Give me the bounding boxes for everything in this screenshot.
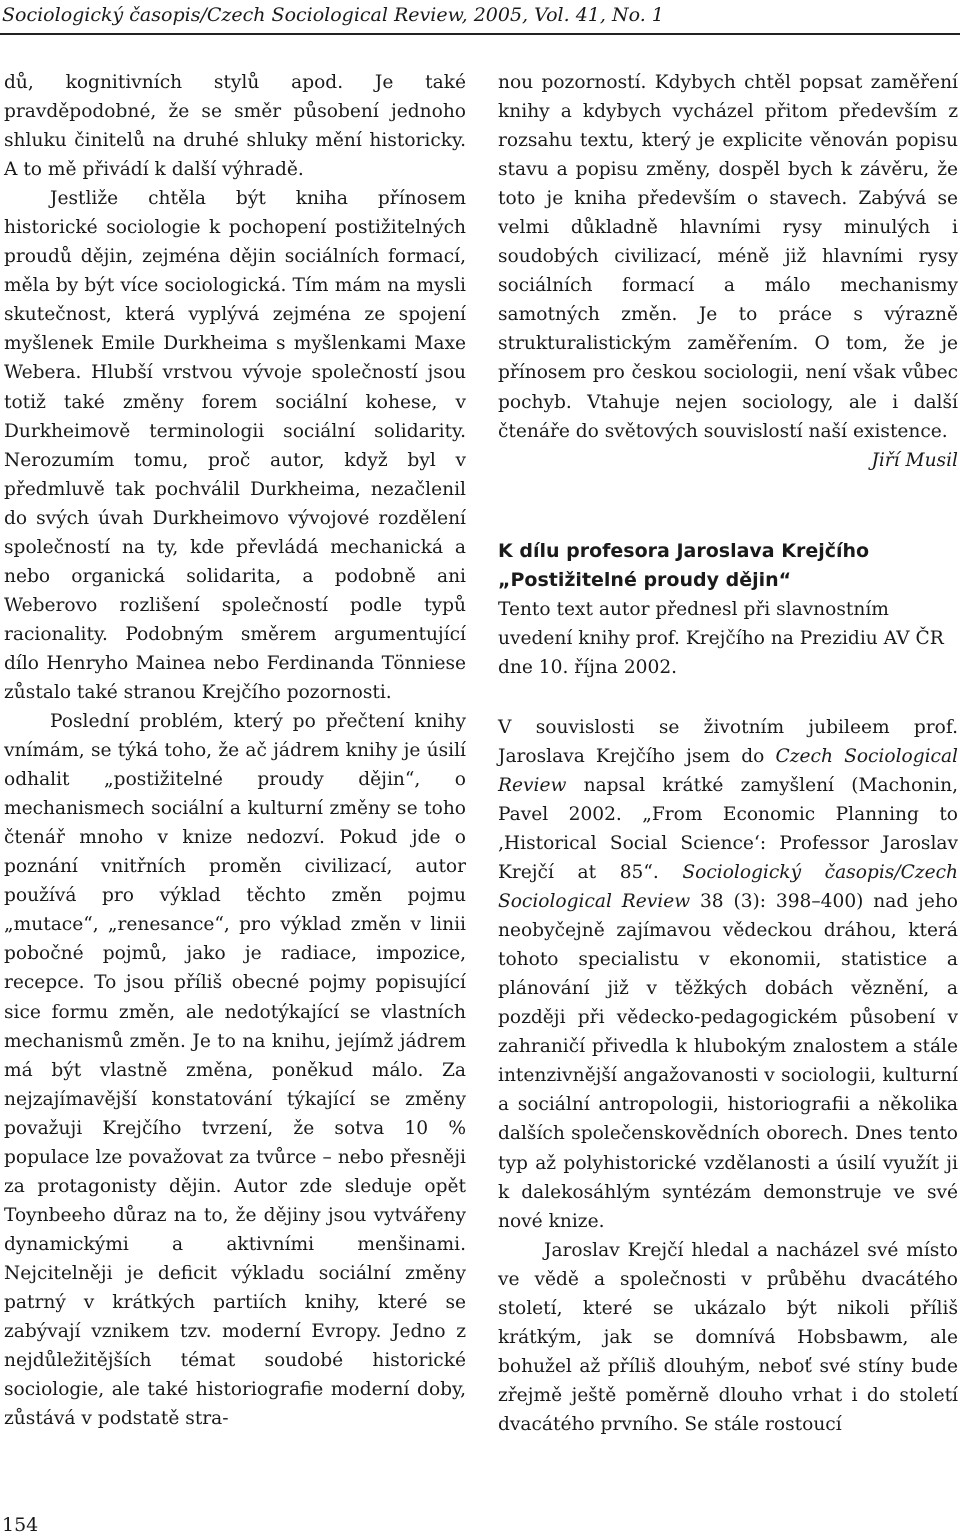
- page-number: 154: [2, 1514, 39, 1536]
- section-title-line-2: „Postižitelné proudy dějin“: [498, 568, 792, 591]
- left-column: [4, 68, 466, 1433]
- right-column: [498, 68, 958, 1439]
- section-title: [498, 537, 958, 595]
- right-paragraph-1: nou pozorností. Kdybych chtěl popsat zaměření knihy a kdybych vycházel přitom především z rozsahu textu, který je explicite věnován popisu stavu a popisu změny, dospěl bych k závěru, že toto je kniha především o stavech. Zabývá se velmi důkladně hlavními rysy minulých i soudobých civilizací, méně již hlavními rysy sociálních formací a málo mechanismy samotných změn. Je to práce s výrazně strukturalistickým zaměřením. O tom, že je přínosem pro českou sociologii, není však vůbec pochyb. Vtahuje nejen sociology, ale i další čtenáře do světových souvislostí naší existence.: [498, 72, 958, 442]
- p2-text-a: V souvislosti se životním jubileem prof. Jaroslava Krejčího jsem do: [498, 716, 958, 767]
- header-rule: [0, 33, 960, 35]
- journal-title-2-italic: Sociologický časopis/Czech Sociological Review: [498, 862, 958, 913]
- p2-text-c: 38 (3): 398–400) nad jeho neobyčejně zajímavou vědeckou dráhou, která tohoto specialistu v ekonomii, statistice a plánování již v těžkých dobách věznění, a později při vědecko-pedagogickém působení v zahraničí přivedla k hlubokým znalostem a stále intenzivnější angažovanosti v sociologii, kulturní a sociální antropologii, historiografii a několika dalších společenskovědních oborech. Dnes tento typ až polyhistorické vzdělanosti a úsilí využít ji k dalekosáhlým syntézám demonstruje ve své nové knize.: [498, 891, 958, 1232]
- p2-text-b: napsal krátké zamyšlení (Machonin, Pavel 2002. „From Economic Planning to ‚Historical Social Science‘: Professor Jaroslav Krejčí at 85“.: [498, 774, 958, 884]
- journal-title-italic: Czech Sociological Review: [498, 745, 959, 796]
- running-head: Sociologický časopis/Czech Sociological Review, 2005, Vol. 41, No. 1: [2, 4, 664, 26]
- left-paragraph-1: dů, kognitivních stylů apod. Je také pravděpodobné, že se směr působení jednoho shluku činitelů na druhé shluky mění historicky. A to mě přivádí k další výhradě.: [4, 72, 466, 181]
- right-paragraph-2: [498, 713, 958, 1236]
- author-signature: Jiří Musil: [871, 449, 958, 471]
- right-paragraph-3: Jaroslav Krejčí hledal a nacházel své místo ve vědě a společnosti v průběhu dvacátého století, které se ukázalo být nikoli příliš krátkým, jak se domnívá Hobsbawm, ale bohužel až příliš dlouhým, neboť své stíny bude zřejmě ještě poměrně dlouho vrhat i do století dvacátého prvního. Se stále rostoucí: [498, 1239, 958, 1435]
- section-title-line-1: K dílu profesora Jaroslava Krejčího: [498, 539, 870, 562]
- left-paragraph-2: Jestliže chtěla být kniha přínosem historické sociologie k pochopení postižitelných proudů dějin, zejména dějin sociálních formací, měla by být více sociologická. Tím mám na mysli skutečnost, která vyplývá zejména ze spojení myšlenek Emile Durkheima s myšlenkami Maxe Webera. Hlubší vrstvou vývoje společností jsou totiž také změny forem sociální kohese, v Durkheimově terminologii sociální solidarity. Nerozumím tomu, proč autor, když byl v předmluvě tak pochválil Durkheima, nezačlenil do svých úvah Durkheimovo vývojové rozdělení společností na ty, kde převládá mechanická a nebo organická solidarita, a podobně ani Weberovo rozlišení společností podle typů racionality. Podobným směrem argumentující dílo Henryho Mainea nebo Ferdinanda Tönniese zůstalo také stranou Krejčího pozornosti.: [4, 188, 466, 703]
- left-paragraph-3: Poslední problém, který po přečtení knihy vnímám, se týká toho, že ač jádrem knihy je úsilí odhalit „postižitelné proudy dějin“, o mechanismech sociální a kulturní změny se toho čtenář mnoho v knize nedozví. Pokud jde o poznání vnitřních proměn civilizací, autor používá pro výklad těchto změn pojmu „mutace“, „renesance“, pro výklad změn v linii pobočné pojmů, jako je radiace, impozice, recepce. To jsou příliš obecné pojmy popisující sice formu změn, ale nedotýkající se vlastních mechanismů změn. Je to na knihu, jejímž jádrem má být vlastně změna, poněkud málo. Za nejzajímavější konstatování týkající se změny považuji Krejčího tvrzení, že sotva 10 % populace lze považovat za tvůrce – nebo přesněji za protagonisty dějin. Autor zde sleduje opět Toynbeeho důraz na to, že dějiny jsou vytvářeny dynamickými a aktivními menšinami. Nejcitelněji je deficit výkladu sociální změny patrný v krátkých partiích knihy, které se zabývají vznikem tzv. moderní Evropy. Jedno z nejdůležitějších témat soudobé historické sociologie, ale také historiografie moderní doby, zůstává v podstatě stra-: [4, 711, 466, 1430]
- section-spacer: [498, 682, 958, 713]
- section-note: Tento text autor přednesl při slavnostním uvedení knihy prof. Krejčího na Prezidiu AV ČR dne 10. října 2002.: [498, 598, 944, 678]
